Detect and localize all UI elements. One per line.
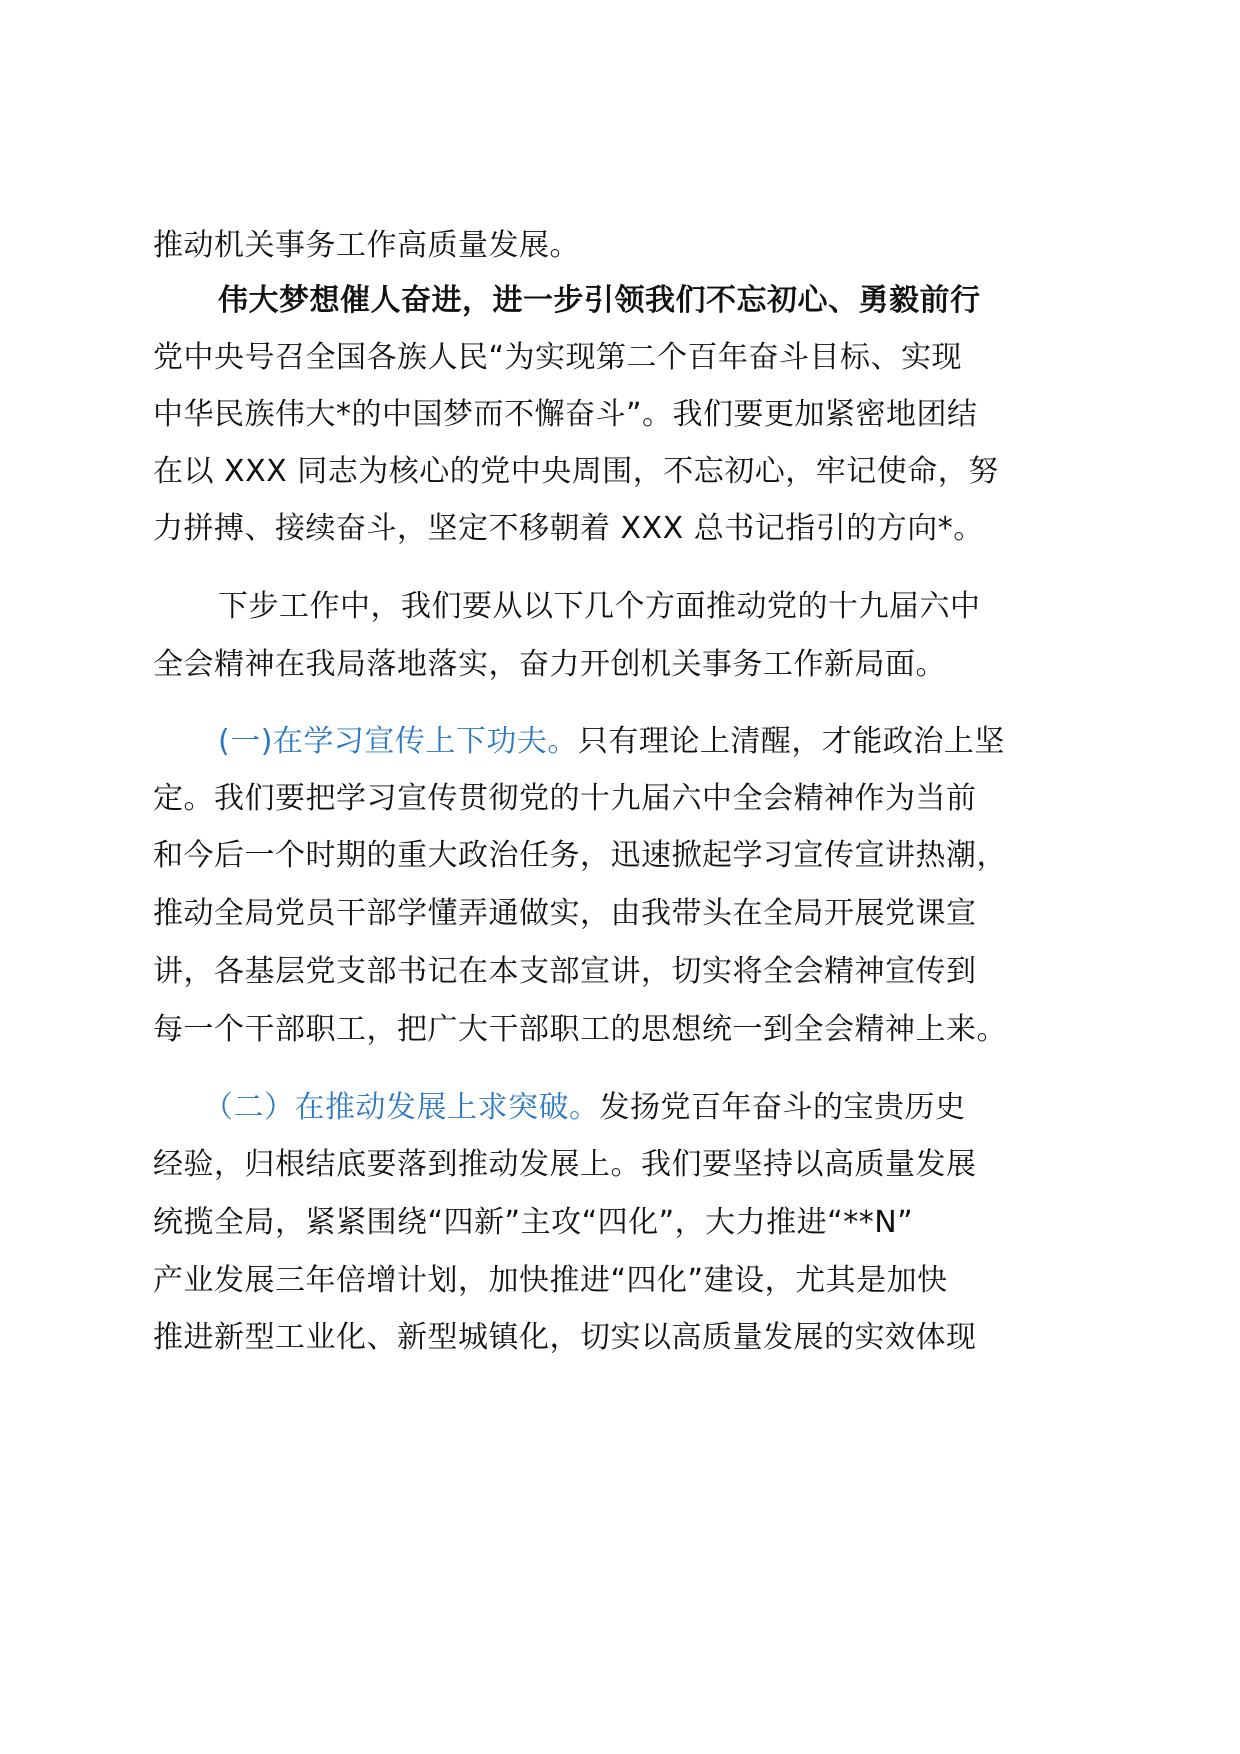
paragraph-line: 产业发展三年倍增计划，加快推进“四化”建设，尤其是加快 [153, 1263, 948, 1298]
paragraph-line: 党中央号召全国各族人民“为实现第二个百年奋斗目标、实现 [153, 340, 963, 375]
paragraph-line: 定。我们要把学习宣传贯彻党的十九届六中全会精神作为当前 [153, 781, 977, 816]
paragraph-line: 力拼搏、接续奋斗，坚定不移朝着 XXX 总书记指引的方向*。 [153, 511, 984, 546]
paragraph-line: 每一个干部职工，把广大干部职工的思想统一到全会精神上来。 [153, 1012, 1007, 1047]
subheading-2: （二）在推动发展上求突破。 [203, 1090, 600, 1125]
paragraph-line: 推进新型工业化、新型城镇化，切实以高质量发展的实效体现 [153, 1320, 977, 1355]
paragraph-line: 中华民族伟大*的中国梦而不懈奋斗”。我们要更加紧密地团结 [153, 397, 978, 432]
paragraph-line: 在以 XXX 同志为核心的党中央周围，不忘初心，牢记使命，努 [153, 454, 999, 489]
subheading-1: (一)在学习宣传上下功夫。 [218, 724, 578, 759]
paragraph-line-with-subheading [218, 722, 1158, 762]
paragraph-line: 全会精神在我局落地落实，奋力开创机关事务工作新局面。 [153, 647, 946, 682]
paragraph-text: 发扬党百年奋斗的宝贵历史 [599, 1090, 966, 1125]
paragraph-line: 下步工作中，我们要从以下几个方面推动党的十九届六中 [218, 589, 981, 624]
paragraph-line: 和今后一个时期的重大政治任务，迅速掀起学习宣传宣讲热潮， [153, 838, 1007, 873]
paragraph-line-with-subheading [203, 1088, 1143, 1128]
paragraph-text: 只有理论上清醒，才能政治上坚 [577, 724, 1005, 759]
paragraph-line: 推动机关事务工作高质量发展。 [153, 228, 580, 263]
paragraph-line: 统揽全局，紧紧围绕“四新”主攻“四化”，大力推进“**N” [153, 1205, 914, 1240]
section-heading: 伟大梦想催人奋进，进一步引领我们不忘初心、勇毅前行 [218, 283, 981, 318]
paragraph-line: 推动全局党员干部学懂弄通做实，由我带头在全局开展党课宣 [153, 896, 977, 931]
paragraph-line: 讲，各基层党支部书记在本支部宣讲，切实将全会精神宣传到 [153, 954, 977, 989]
paragraph-line: 经验，归根结底要落到推动发展上。我们要坚持以高质量发展 [153, 1147, 977, 1182]
